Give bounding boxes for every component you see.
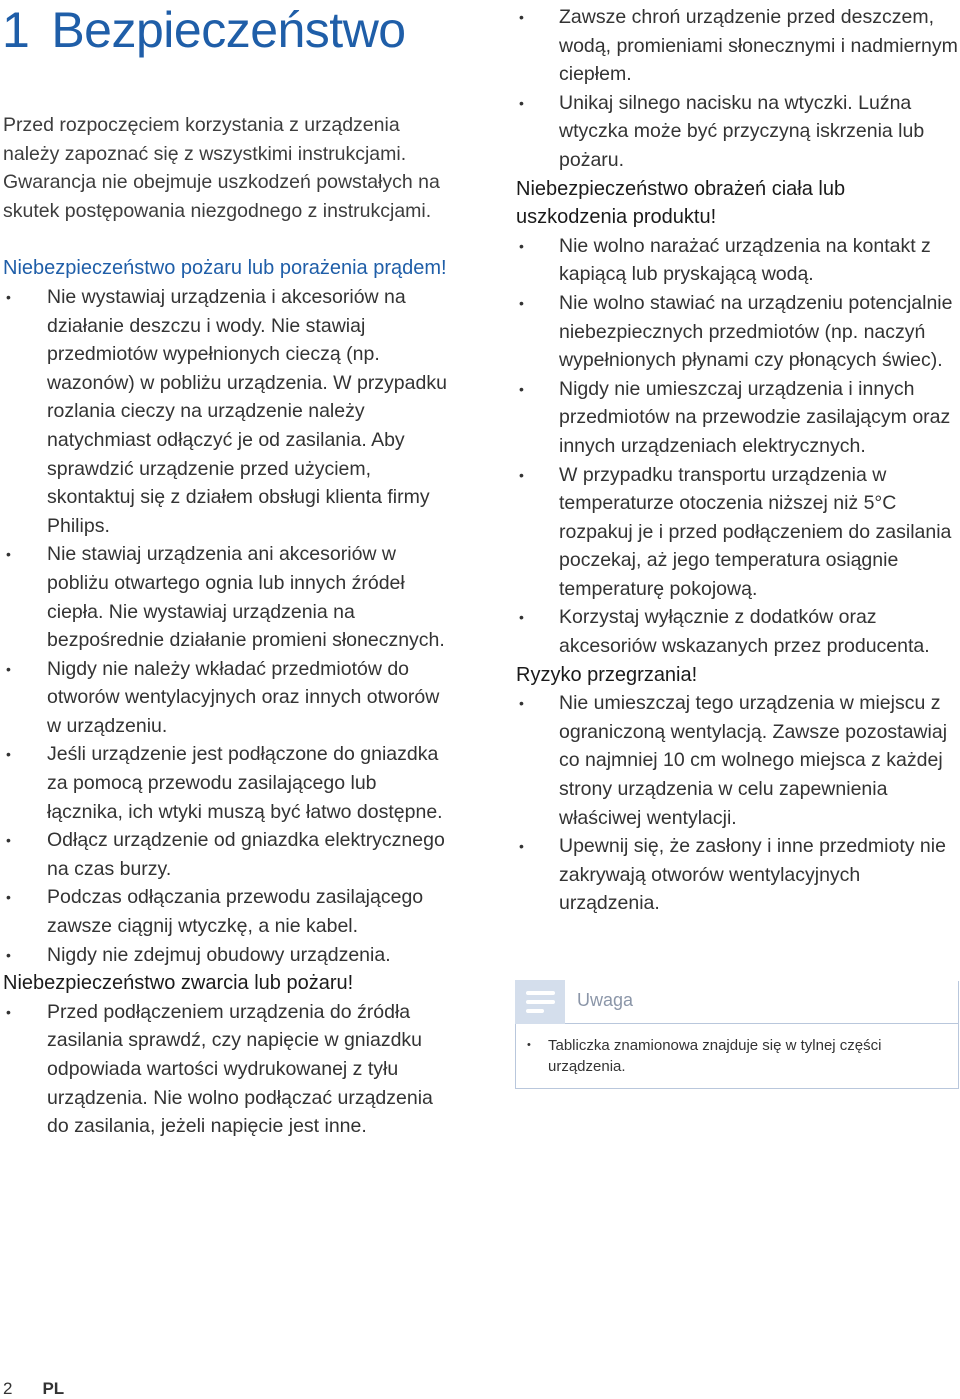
overheat-list	[516, 689, 960, 918]
overheat-heading: Ryzyko przegrzania!	[516, 663, 698, 686]
note-divider	[562, 1023, 958, 1024]
bullet-icon: •	[6, 746, 11, 763]
right-column	[516, 3, 960, 918]
note-title: Uwaga	[577, 990, 634, 1010]
list-item	[516, 232, 960, 289]
bullet-icon: •	[6, 660, 11, 677]
list-item	[516, 832, 960, 918]
page-footer	[3, 1379, 64, 1399]
list-item	[3, 655, 449, 741]
list-item	[3, 540, 449, 654]
list-item-text: Upewnij się, że zasłony i inne przedmioty nie zakrywają otworów wentylacyjnych urządzenia.	[559, 835, 946, 915]
list-item	[516, 461, 960, 604]
language-code: PL	[42, 1379, 65, 1398]
list-item-text: Przed podłączeniem urządzenia do źródła zasilania sprawdź, czy napięcie w gniazdku odpowiada wartości wydrukowanej z tyłu urządzenia. Nie wolno podłączać urządzenia do zasilania, jeżeli napięcie jest inne.	[47, 1000, 433, 1138]
page-number: 2	[3, 1379, 13, 1398]
bullet-icon: •	[519, 94, 524, 111]
bullet-icon: •	[6, 288, 11, 305]
fire-shock-heading: Niebezpieczeństwo pożaru lub porażenia prądem!	[3, 257, 447, 280]
list-item-text: Unikaj silnego nacisku na wtyczki. Luźna wtyczka może być przyczyną iskrzenia lub pożaru.	[559, 91, 925, 171]
bullet-icon: •	[519, 609, 524, 626]
bullet-icon: •	[519, 380, 524, 397]
list-item-text: Nigdy nie umieszczaj urządzenia i innych przedmiotów na przewodzie zasilającym oraz innych urządzeniach elektrycznych.	[559, 377, 951, 457]
list-item-text: Odłącz urządzenie od gniazdka elektrycznego na czas burzy.	[47, 829, 445, 880]
list-item-text: Jeśli urządzenie jest podłączone do gniazdka za pomocą przewodu zasilającego lub łącznika, ich wtyki muszą być łatwo dostępne.	[47, 743, 443, 823]
injury-heading: Niebezpieczeństwo obrażeń ciała lub uszkodzenia produktu!	[516, 177, 846, 229]
bullet-icon: •	[6, 1003, 11, 1020]
list-item	[3, 998, 449, 1141]
list-item-text: Nigdy nie zdejmuj obudowy urządzenia.	[47, 943, 391, 966]
list-item	[3, 283, 449, 540]
note-list	[527, 1035, 947, 1077]
list-item-text: Tabliczka znamionowa znajduje się w tylnej części urządzenia.	[548, 1037, 882, 1075]
bullet-icon: •	[6, 946, 11, 963]
list-item-text: Nie wystawiaj urządzenia i akcesoriów na działanie deszczu i wody. Nie stawiaj przedmiotów wypełnionych cieczą (np. wazonów) w pobliżu urządzenia. W przypadku rozlania cieczy na urządzenie należy natychmiast odłączyć je od zasilania. Aby sprawdzić urządzenie przed użyciem, skontaktuj się z działem obsługi klienta firmy Philips.	[47, 285, 447, 537]
note-lines-icon	[515, 980, 565, 1024]
general-list	[516, 3, 960, 175]
list-item-text: W przypadku transportu urządzenia w temperaturze otoczenia niższej niż 5°C rozpakuj je i przed podłączeniem do zasilania poczekaj, aż jego temperatura osiągnie temperaturę pokojową.	[559, 463, 952, 600]
list-item-text: Nigdy nie należy wkładać przedmiotów do otworów wentylacyjnych oraz innych otworów w urządzeniu.	[47, 657, 440, 737]
list-item-text: Podczas odłączania przewodu zasilającego zawsze ciągnij wtyczkę, a nie kabel.	[47, 886, 424, 938]
short-circuit-list	[3, 998, 449, 1141]
list-item-text: Nie wolno stawiać na urządzeniu potencjalnie niebezpiecznych przedmiotów (np. naczyń wypełnionych płynami czy płonących świec).	[559, 291, 953, 372]
injury-list	[516, 232, 960, 661]
bullet-icon: •	[519, 695, 524, 712]
list-item	[527, 1035, 947, 1077]
list-item	[3, 941, 449, 970]
intro-paragraph: Przed rozpoczęciem korzystania z urządzenia należy zapoznać się z wszystkimi instrukcjami. Gwarancja nie obejmuje uszkodzeń powstałych na skutek postępowania niezgodnego z instrukcjami.	[3, 114, 440, 222]
bullet-icon: •	[519, 237, 524, 254]
bullet-icon: •	[6, 546, 11, 563]
bullet-icon: •	[519, 9, 524, 25]
fire-shock-list	[3, 283, 449, 969]
chapter-number: 1	[2, 2, 30, 58]
list-item	[3, 826, 449, 883]
bullet-icon: •	[527, 1039, 531, 1051]
list-item	[516, 3, 960, 89]
bullet-icon: •	[519, 838, 524, 855]
left-column	[3, 111, 449, 1141]
chapter-title: Bezpieczeństwo	[51, 2, 406, 58]
list-item-text: Korzystaj wyłącznie z dodatków oraz akcesoriów wskazanych przez producenta.	[559, 606, 930, 658]
list-item-text: Zawsze chroń urządzenie przed deszczem, wodą, promieniami słonecznymi i nadmiernym ciepłem.	[559, 6, 958, 86]
short-circuit-heading: Niebezpieczeństwo zwarcia lub pożaru!	[3, 972, 354, 995]
list-item-text: Nie umieszczaj tego urządzenia w miejscu z ograniczoną wentylacją. Zawsze pozostawiaj co najmniej 10 cm wolnego miejsca z każdej strony urządzenia w celu zapewnienia właściwej wentylacji.	[559, 692, 948, 829]
bullet-icon: •	[519, 294, 524, 311]
page-title	[2, 2, 406, 58]
bullet-icon: •	[519, 466, 524, 483]
list-item	[3, 883, 449, 940]
list-item	[516, 289, 960, 375]
list-item	[516, 603, 960, 660]
bullet-icon: •	[6, 832, 11, 849]
bullet-icon: •	[6, 889, 11, 906]
list-item	[3, 740, 449, 826]
list-item	[516, 689, 960, 832]
note-box	[515, 981, 959, 1089]
list-item-text: Nie stawiaj urządzenia ani akcesoriów w pobliżu otwartego ognia lub innych źródeł ciepła. Nie wystawiaj urządzenia na bezpośrednie działanie promieni słonecznych.	[47, 543, 445, 652]
list-item	[516, 89, 960, 175]
list-item	[516, 375, 960, 461]
list-item-text: Nie wolno narażać urządzenia na kontakt z kapiącą lub pryskającą wodą.	[559, 234, 931, 286]
